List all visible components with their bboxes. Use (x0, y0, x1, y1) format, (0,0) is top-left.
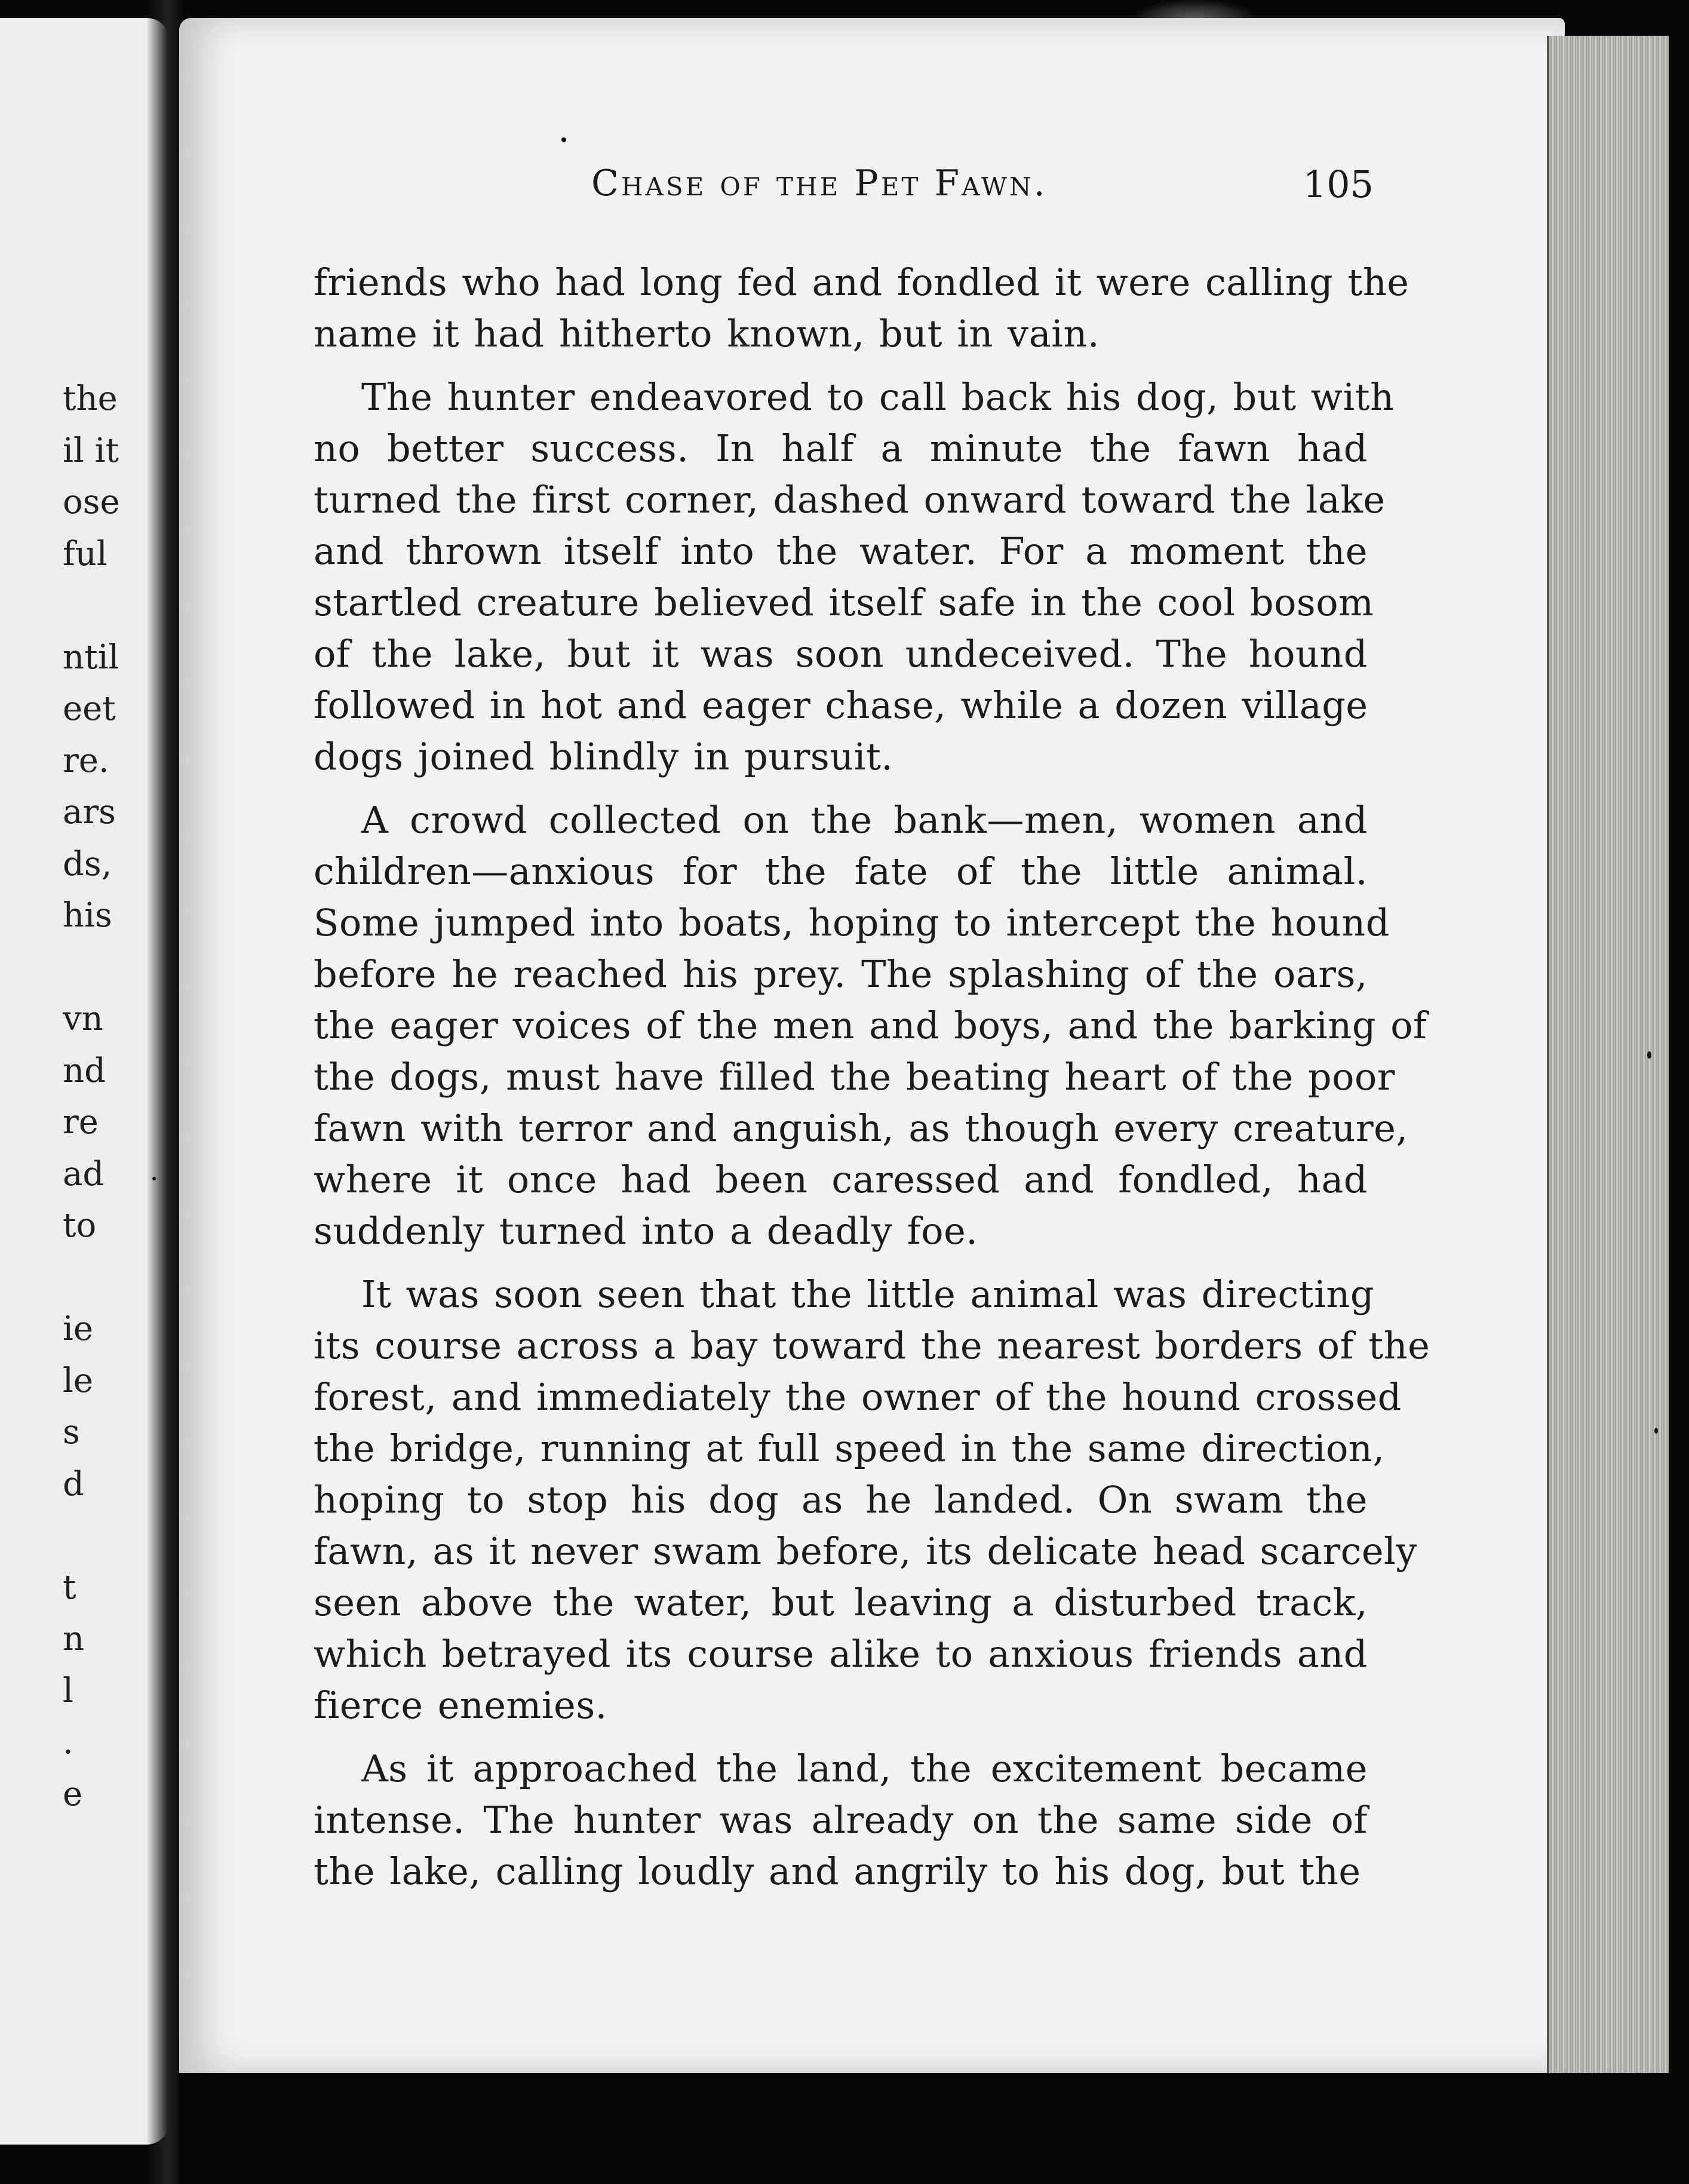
text-line: turned the first corner, dashed onward toward the lake (314, 478, 1386, 522)
facing-page-fragment: il it (63, 431, 119, 470)
text-line: fierce enemies. (314, 1683, 607, 1727)
text-line: its course across a bay toward the nearest borders of the (314, 1324, 1430, 1367)
scan-speck (152, 1177, 156, 1180)
bottom-shadow (179, 2073, 1672, 2184)
text-line: and thrown itself into the water. For a moment the (314, 529, 1368, 573)
paragraph (314, 795, 1427, 1257)
paragraph (314, 1269, 1430, 1731)
facing-page-fragment: n (63, 1619, 85, 1658)
text-line: fawn, as it never swam before, its delicate head scarcely (314, 1529, 1417, 1573)
page-header (591, 162, 1374, 216)
text-line: before he reached his prey. The splashing of the oars, (314, 952, 1368, 996)
text-line: suddenly turned into a deadly foe. (314, 1209, 978, 1253)
facing-page-fragment: nd (63, 1051, 106, 1090)
running-head: Chase of the Pet Fawn. (591, 162, 1048, 204)
facing-page-fragment: le (63, 1361, 94, 1400)
facing-page-fragment: ad (63, 1154, 105, 1194)
text-line: which betrayed its course alike to anxious friends and (314, 1632, 1368, 1676)
facing-page-fragment: vn (63, 999, 103, 1038)
text-line: It was soon seen that the little animal was directing (361, 1272, 1375, 1316)
text-line: A crowd collected on the bank—men, women and (361, 798, 1368, 842)
facing-page-fragment: re. (63, 741, 109, 780)
text-line: seen above the water, but leaving a disturbed track, (314, 1581, 1368, 1624)
paragraph (314, 1743, 1368, 1897)
facing-page-fragment: e (63, 1774, 83, 1814)
paragraph (314, 372, 1395, 783)
facing-page-fragment: re (63, 1103, 99, 1142)
scan-speck (1647, 1051, 1651, 1059)
facing-page-fragment: his (63, 896, 112, 935)
text-line: the eager voices of the men and boys, and the barking of (314, 1004, 1427, 1047)
facing-page-fragment: ds, (63, 844, 112, 884)
facing-page-text (0, 18, 170, 2145)
text-line: no better success. In half a minute the fawn had (314, 427, 1368, 470)
text-line: where it once had been caressed and fondled, had (314, 1158, 1368, 1201)
facing-page-fragment: ie (63, 1309, 94, 1348)
facing-page-fragment: s (63, 1413, 80, 1452)
facing-page-fragment: . (63, 1723, 73, 1762)
text-line: hoping to stop his dog as he landed. On swam the (314, 1478, 1368, 1522)
page-edges (1547, 36, 1669, 2091)
body-text (314, 257, 1430, 1909)
gutter-shadow (146, 0, 182, 2184)
facing-page-fragment: the (63, 379, 118, 418)
text-line: the dogs, must have filled the beating heart of the poor (314, 1055, 1395, 1099)
text-line: fawn with terror and anguish, as though every creature, (314, 1106, 1408, 1150)
scan-speck (561, 137, 566, 142)
facing-page (0, 18, 170, 2145)
facing-page-fragment: d (63, 1464, 84, 1504)
facing-page-fragment: ful (63, 534, 108, 573)
facing-page-fragment: l (63, 1671, 73, 1710)
text-line: startled creature believed itself safe in the cool bosom (314, 581, 1374, 624)
facing-page-fragment: eet (63, 689, 116, 728)
facing-page-fragment: ose (63, 483, 120, 522)
facing-page-fragment: t (63, 1568, 76, 1607)
text-line: Some jumped into boats, hoping to intercept the hound (314, 901, 1390, 944)
text-line: intense. The hunter was already on the same side of (314, 1798, 1368, 1842)
facing-page-fragment: ars (63, 793, 116, 832)
text-line: friends who had long fed and fondled it were calling the (314, 260, 1409, 304)
text-line: As it approached the land, the excitement became (361, 1747, 1368, 1790)
page-number: 105 (1303, 162, 1374, 206)
scan-speck (1654, 1428, 1658, 1434)
text-line: forest, and immediately the owner of the hound crossed (314, 1375, 1402, 1419)
facing-page-fragment: to (63, 1206, 97, 1245)
text-line: children—anxious for the fate of the little animal. (314, 849, 1368, 893)
text-line: of the lake, but it was soon undeceived. The hound (314, 632, 1368, 676)
text-line: The hunter endeavored to call back his dog, but with (361, 375, 1395, 419)
text-line: the bridge, running at full speed in the same direction, (314, 1427, 1385, 1470)
text-line: dogs joined blindly in pursuit. (314, 735, 893, 778)
text-line: followed in hot and eager chase, while a dozen village (314, 683, 1368, 727)
facing-page-fragment: ntil (63, 637, 119, 677)
text-line: name it had hitherto known, but in vain. (314, 312, 1100, 355)
text-line: the lake, calling loudly and angrily to his dog, but the (314, 1849, 1361, 1893)
paragraph (314, 257, 1409, 360)
